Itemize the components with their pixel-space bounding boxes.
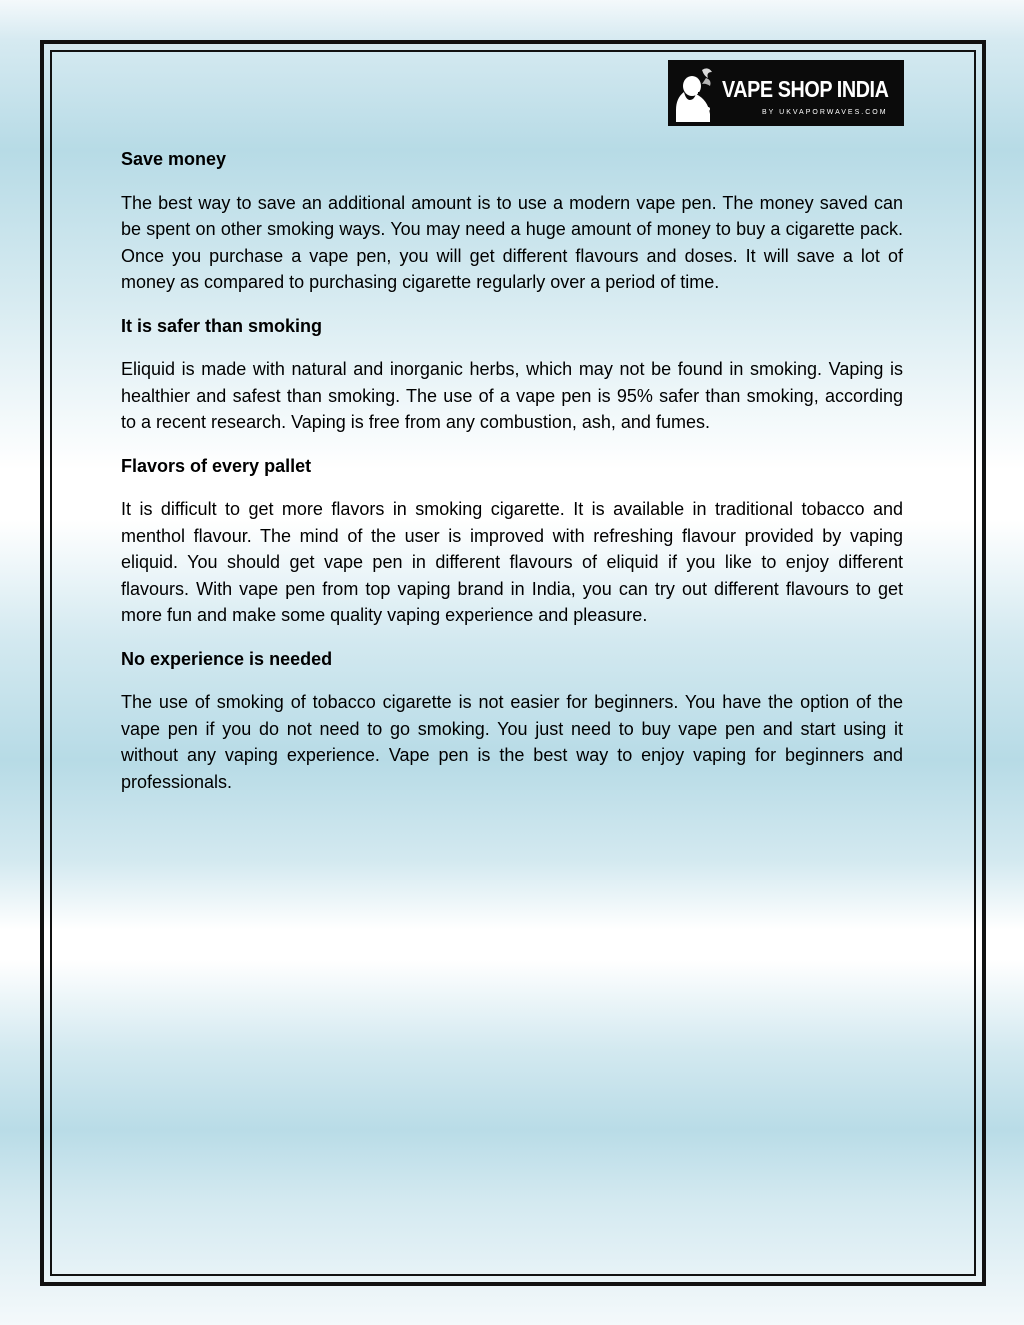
logo-subtitle: BY UKVAPORWAVES.COM (762, 109, 888, 116)
section-body-save-money: The best way to save an additional amount is to use a modern vape pen. The money saved can be spent on other smoking ways. You may need a huge amount of money to buy a cigarette pack. Once you purchase a vape pen, you will get different flavours and doses. It will save a lot of money as compared to purchasing cigarette regularly over a period of time. (121, 192, 903, 292)
section-body-safer: Eliquid is made with natural and inorganic herbs, which may not be found in smoking. Vaping is healthier and safest than smoking. The use of a vape pen is 95% safer than smoking, according to a recent research. Vaping is free from any combustion, ash, and fumes. (121, 359, 903, 432)
logo-title: VAPE SHOP INDIA (722, 76, 889, 102)
vaper-figure-icon (672, 64, 720, 122)
section-body-no-experience: The use of smoking of tobacco cigarette is not easier for beginners. You have the option of the vape pen if you do not need to go smoking. You just need to buy vape pen and start using it without any vaping experience. Vape pen is the best way to enjoy vaping for beginners and professionals. (121, 692, 903, 792)
section-heading-flavors: Flavors of every pallet (121, 455, 312, 476)
brand-logo (668, 60, 904, 126)
section-body-flavors: It is difficult to get more flavors in smoking cigarette. It is available in traditional tobacco and menthol flavour. The mind of the user is improved with refreshing flavour provided by vaping eliquid. You should get vape pen in different flavours of eliquid if you like to enjoy different flavours. With vape pen from top vaping brand in India, you can try out different flavours to get more fun and make some quality vaping experience and pleasure. (121, 499, 903, 625)
section-heading-save-money: Save money (121, 149, 227, 169)
section-heading-safer: It is safer than smoking (121, 315, 323, 336)
section-heading-no-experience: No experience is needed (121, 648, 333, 669)
document-body (121, 146, 903, 812)
